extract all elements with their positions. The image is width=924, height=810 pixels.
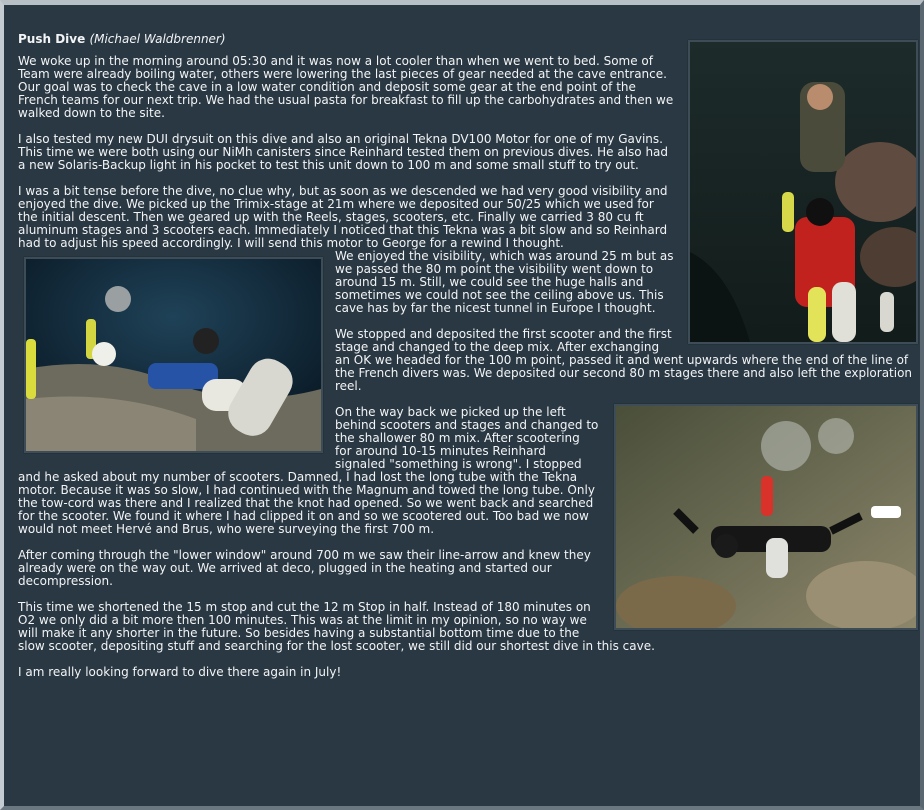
photo-diver-cave-floor	[24, 257, 323, 453]
paragraph-1: We woke up in the morning around 05:30 and it was now a lot cooler than when we went to bed. Some of Team were already boiling water, others were lowering the last pieces of gear needed at the cave entrance. Our goal was to check the cave in a low water condition and deposit some gear at the end point of the French teams for our next trip. We had the usual pasta for breakfast to fill up the carbohydrates and then we walked down to the site.	[18, 54, 674, 120]
photo-divers-entrance	[688, 40, 918, 344]
photo-diver-decompression	[614, 404, 918, 630]
paragraph-8: This time we shortened the 15 m stop and cut the 12 m Stop in half. Instead of 180 minutes on O2 we only did a bit more then 100 minutes. This was at the limit in my opinion, so no way we will make it any shorter in the future. So besides having a substantial bottom time due to the slow scooter, depositing stuff and searching for the lost scooter, we still did our shortest dive in this cave.	[18, 600, 655, 653]
author-name: (Michael Waldbrenner)	[89, 32, 226, 46]
paragraph-6: On the way back we picked up the left behind scooters and stages and changed to the shallower 80 m mix. After scootering for around 10-15 minutes Reinhard signaled "something is wrong". I stopped and he asked about my number of scooters. Damned, I had lost the long tube with the Tekna motor. Because it was so slow, I had continued with the Magnum and towed the long tube. Only the tow-cord was there and I realized that the knot had opened. So we went back and searched for the scooter. We found it where I had clipped it on and so we scootered out. Too bad we now would not meet Hervé and Brus, who were surveying the first 700 m.	[18, 405, 599, 536]
article	[18, 33, 918, 692]
paragraph-7: After coming through the "lower window" around 700 m we saw their line-arrow and knew they already were on the way out. We arrived at deco, plugged in the heating and started our decompression.	[18, 548, 591, 588]
paragraph-9: I am really looking forward to dive there again in July!	[18, 665, 342, 679]
paragraph-4: We enjoyed the visibility, which was around 25 m but as we passed the 80 m point the visibility went down to around 15 m. Still, we could see the huge halls and sometimes we could not see the ceiling above us. This cave has by far the nicest tunnel in Europe I thought.	[335, 249, 674, 315]
paragraph-5: We stopped and deposited the first scooter and the first stage and changed to the deep mix. After exchanging an OK we headed for the 100 m point, passed it and went upwards where the end of the line of the French divers was. We deposited our second 80 m stages there and also left the exploration reel.	[335, 327, 913, 393]
paragraph-2: I also tested my new DUI drysuit on this dive and also an original Tekna DV100 Motor for one of my Gavins. This time we were both using our NiMh canisters since Reinhard tested them on previous dives. He also had a new Solaris-Backup light in his pocket to test this unit down to 100 m and some small stuff to try out.	[18, 132, 669, 172]
paragraph-3: I was a bit tense before the dive, no clue why, but as soon as we descended we had very good visibility and enjoyed the dive. We picked up the Trimix-stage at 21m where we deposited our 50/25 which we used for the initial descent. Then we geared up with the Reels, stages, scooters, etc. Finally we carried 3 80 cu ft aluminum stages and 3 scooters each. Immediately I noticed that this Tekna was a bit slow and so Reinhard had to adjust his speed accordingly. I will send this motor to George for a rewind I thought.	[18, 184, 668, 250]
title-text: Push Dive	[18, 32, 86, 46]
